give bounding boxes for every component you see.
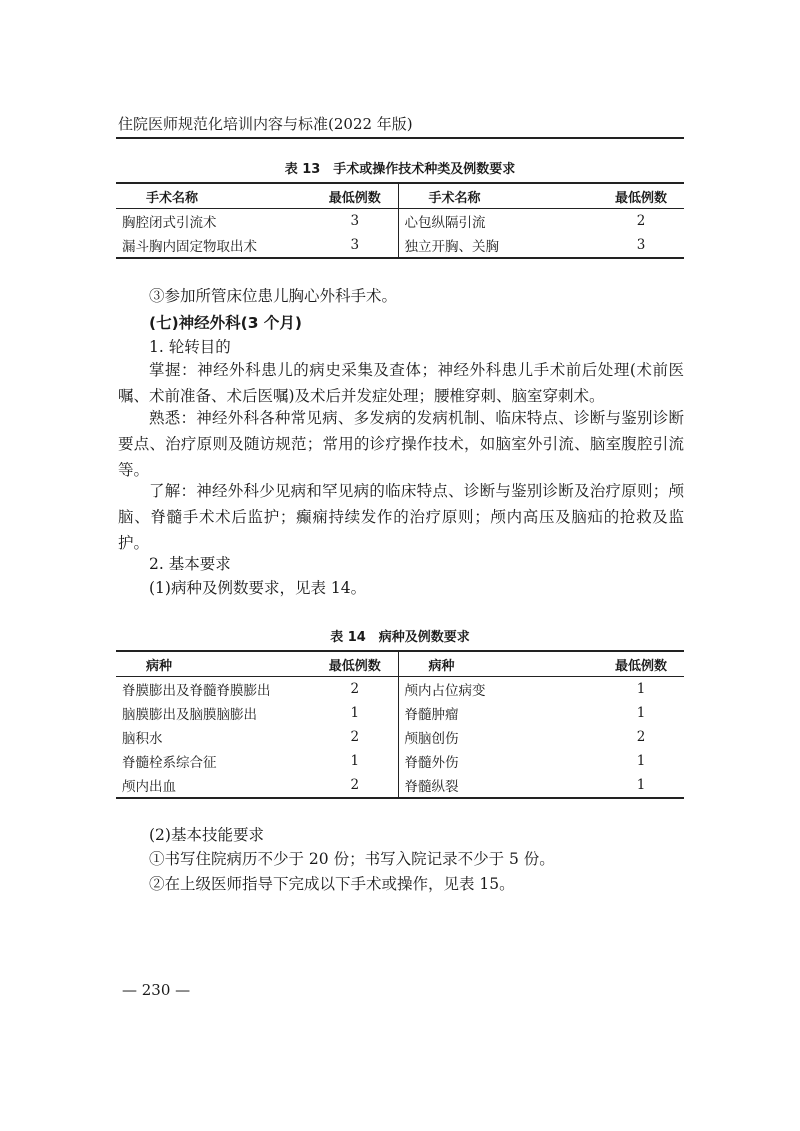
cell-name: 脑膜膨出及脑膜脑膨出: [122, 707, 257, 723]
subheading: 2. 基本要求: [149, 555, 231, 573]
table-header-row: [116, 183, 684, 209]
cell-count: 1: [598, 773, 684, 798]
cell-name: 颅内出血: [116, 773, 312, 798]
cell-name: 心包纵隔引流: [398, 209, 598, 234]
table-row: [116, 725, 684, 749]
cell-count: 2: [350, 681, 360, 697]
cell-count: 1: [350, 753, 360, 769]
col-header-count: 最低例数: [598, 183, 684, 209]
cell-name: 脊髓纵裂: [398, 773, 598, 798]
paragraph-understand: 了解：神经外科少见病和罕见病的临床特点、诊断与鉴别诊断及治疗原则；颅脑、脊髓手术术后监护；癫痫持续发作的治疗原则；颅内高压及脑疝的抢救及监护。: [118, 482, 684, 552]
table-row: [116, 773, 684, 798]
table-row: [116, 749, 684, 773]
col-header-name: 手术名称: [116, 183, 312, 209]
cell-name: 脑积水: [122, 731, 163, 747]
col-header-name: 病种: [116, 651, 312, 677]
cell-name: 脊髓肿瘤: [398, 701, 598, 725]
col-header-count: 最低例数: [312, 183, 398, 209]
cell-name: 脊髓外伤: [398, 749, 598, 773]
table-row: [116, 701, 684, 725]
col-header-name: 手术名称: [398, 183, 598, 209]
cell-count: 2: [350, 729, 360, 745]
subheading: 1. 轮转目的: [149, 338, 231, 356]
cell-count: 1: [350, 705, 360, 721]
table-row: [116, 233, 684, 258]
paragraph: ③参加所管床位患儿胸心外科手术。: [149, 287, 398, 305]
cell-name: 颅内占位病变: [398, 677, 598, 702]
page-number: — 230 —: [122, 981, 191, 999]
table-13: [116, 182, 684, 259]
cell-name: 胸腔闭式引流术: [122, 215, 217, 231]
table-13-caption: 表 13 手术或操作技术种类及例数要求: [284, 162, 516, 177]
cell-name: 独立开胸、关胸: [398, 233, 598, 258]
paragraph-master: 掌握：神经外科患儿的病史采集及查体；神经外科患儿手术前后处理(术前医嘱、术前准备、术后医嘱)及术后并发症处理；腰椎穿刺、脑室穿刺术。: [118, 361, 684, 405]
cell-count: 1: [636, 681, 646, 697]
cell-name: 颅脑创伤: [398, 725, 598, 749]
col-header-count: 最低例数: [312, 651, 398, 677]
running-header-title: 住院医师规范化培训内容与标准(2022 年版): [118, 115, 413, 133]
header-rule: [116, 137, 684, 139]
table-header-row: [116, 651, 684, 677]
paragraph: (1)病种及例数要求，见表 14。: [149, 579, 367, 597]
table-14: [116, 650, 684, 799]
paragraph-familiar: 熟悉：神经外科各种常见病、多发病的发病机制、临床特点、诊断与鉴别诊断要点、治疗原则及随访规范；常用的诊疗操作技术，如脑室外引流、脑室腹腔引流等。: [118, 409, 684, 479]
col-header-name: 病种: [398, 651, 598, 677]
cell-name: 脊膜膨出及脊髓脊膜膨出: [122, 683, 271, 699]
cell-name: 漏斗胸内固定物取出术: [116, 233, 312, 258]
col-header-count: 最低例数: [598, 651, 684, 677]
cell-name: 脊髓栓系综合征: [122, 755, 217, 771]
paragraph: (2)基本技能要求: [149, 826, 264, 844]
table-row: [116, 209, 684, 234]
cell-count: 2: [636, 729, 646, 745]
cell-count: 2: [636, 213, 646, 229]
section-heading: (七)神经外科(3 个月): [149, 314, 303, 332]
cell-count: 3: [350, 213, 360, 229]
table-14-caption: 表 14 病种及例数要求: [330, 630, 470, 645]
paragraph: ①书写住院病历不少于 20 份；书写入院记录不少于 5 份。: [149, 850, 555, 868]
cell-count: 3: [598, 233, 684, 258]
cell-count: 1: [636, 705, 646, 721]
cell-count: 2: [312, 773, 398, 798]
cell-count: 1: [636, 753, 646, 769]
table-row: [116, 677, 684, 702]
cell-count: 3: [312, 233, 398, 258]
paragraph: ②在上级医师指导下完成以下手术或操作，见表 15。: [149, 875, 515, 893]
